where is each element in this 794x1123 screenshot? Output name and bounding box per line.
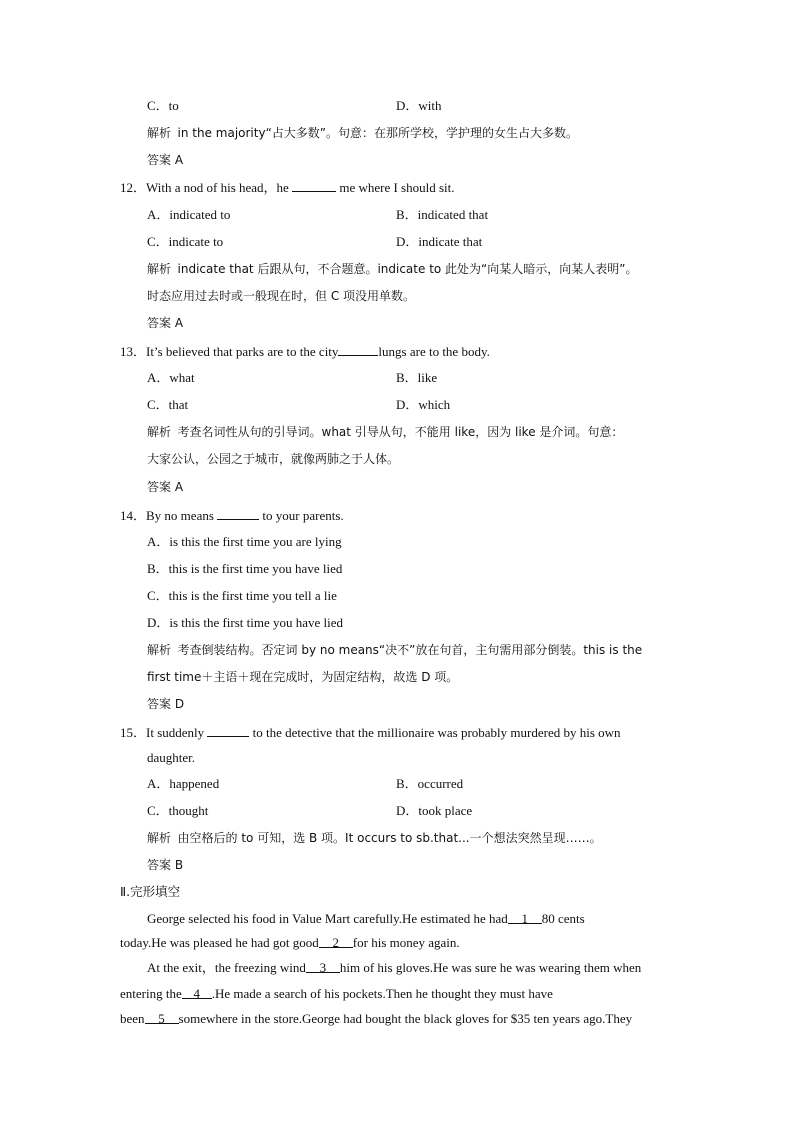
q14-option-d: D．is this the first time you have lied bbox=[147, 615, 344, 630]
analysis-label: 解析 bbox=[147, 425, 172, 439]
q14-stem bbox=[120, 507, 344, 524]
stem-text-before: By no means bbox=[146, 508, 214, 523]
answer-blank bbox=[338, 343, 378, 356]
q11-answer: 答案 A bbox=[147, 153, 184, 167]
passage-text: entering the bbox=[120, 986, 182, 1001]
passage-text: At the exit，the freezing wind bbox=[147, 960, 306, 975]
passage-blank: 2 bbox=[319, 935, 353, 948]
q15-option-a: A．happened bbox=[147, 776, 220, 791]
passage-line bbox=[120, 1011, 632, 1027]
q15-stem-line2: daughter. bbox=[147, 750, 196, 765]
question-number: 15． bbox=[120, 725, 147, 740]
analysis-text: indicate that 后跟从句，不合题意。indicate to 此处为“向某人暗示，向某人表明”。 bbox=[177, 262, 638, 276]
q12-answer: 答案 A bbox=[147, 316, 184, 330]
q11-option-c: C．to bbox=[147, 98, 179, 113]
answer-blank bbox=[207, 724, 249, 737]
question-number: 14． bbox=[120, 508, 147, 523]
q13-option-c: C．that bbox=[147, 397, 189, 412]
q14-option-c: C．this is the first time you tell a lie bbox=[147, 588, 337, 603]
passage-line bbox=[147, 960, 641, 976]
analysis-label: 解析 bbox=[147, 126, 172, 140]
stem-text-after: to your parents. bbox=[262, 508, 344, 523]
passage-line bbox=[120, 986, 553, 1002]
q14-option-a: A．is this the first time you are lying bbox=[147, 534, 342, 549]
passage-blank: 5 bbox=[145, 1011, 179, 1024]
passage-blank: 4 bbox=[182, 986, 212, 999]
q14-analysis-line1 bbox=[147, 642, 642, 658]
q12-stem bbox=[120, 179, 455, 196]
q14-option-b: B．this is the first time you have lied bbox=[147, 561, 343, 576]
q13-answer: 答案 A bbox=[147, 480, 184, 494]
stem-text-after: to the detective that the millionaire was probably murdered by his own bbox=[252, 725, 621, 740]
passage-text: .He made a search of his pockets.Then he thought they must have bbox=[211, 986, 553, 1001]
q12-analysis-line2: 时态应用过去时或一般现在时，但 C 项没用单数。 bbox=[147, 289, 416, 303]
passage-blank: 1 bbox=[508, 911, 542, 924]
q12-option-b: B．indicated that bbox=[396, 207, 489, 222]
q13-option-a: A．what bbox=[147, 370, 195, 385]
q14-analysis-line2: first time＋主语＋现在完成时，为固定结构，故选 D 项。 bbox=[147, 670, 459, 684]
analysis-text: 考查名词性从句的引导词。what 引导从句，不能用 like，因为 like 是介词。句意： bbox=[177, 425, 624, 439]
q11-analysis bbox=[147, 125, 578, 141]
q14-answer: 答案 D bbox=[147, 697, 185, 711]
analysis-label: 解析 bbox=[147, 831, 172, 845]
section-heading-cloze: Ⅱ.完形填空 bbox=[120, 884, 181, 899]
passage-text: him of his gloves.He was sure he was wearing them when bbox=[339, 960, 642, 975]
q13-analysis-line2: 大家公认，公园之于城市，就像两肺之于人体。 bbox=[147, 452, 400, 466]
answer-blank bbox=[292, 179, 336, 192]
passage-line bbox=[120, 935, 460, 951]
passage-line bbox=[147, 911, 675, 927]
q13-option-d: D．which bbox=[396, 397, 451, 412]
analysis-label: 解析 bbox=[147, 262, 172, 276]
analysis-text: 考查倒装结构。否定词 by no means“决不”放在句首，主句需用部分倒装。this is the bbox=[177, 643, 643, 657]
question-number: 12． bbox=[120, 180, 147, 195]
q15-option-b: B．occurred bbox=[396, 776, 464, 791]
q15-option-d: D．took place bbox=[396, 803, 473, 818]
passage-text: 80 cents bbox=[541, 911, 585, 926]
analysis-text: 由空格后的 to 可知，选 B 项。It occurs to sb.that...一个想法突然呈现……。 bbox=[177, 831, 602, 845]
passage-text: George selected his food in Value Mart carefully.He estimated he had bbox=[147, 911, 508, 926]
passage-text: somewhere in the store.George had bought the black gloves for $35 ten years ago.They bbox=[178, 1011, 633, 1026]
q15-option-c: C．thought bbox=[147, 803, 209, 818]
q12-option-c: C．indicate to bbox=[147, 234, 224, 249]
q12-option-a: A．indicated to bbox=[147, 207, 231, 222]
analysis-label: 解析 bbox=[147, 643, 172, 657]
q13-stem bbox=[120, 343, 490, 360]
q13-analysis-line1 bbox=[147, 424, 623, 440]
analysis-text: in the majority“占大多数”。句意：在那所学校，学护理的女生占大多数。 bbox=[177, 126, 579, 140]
passage-blank: 3 bbox=[306, 960, 340, 973]
stem-text-after: lungs are to the body. bbox=[378, 344, 490, 359]
q12-option-d: D．indicate that bbox=[396, 234, 483, 249]
answer-blank bbox=[217, 507, 259, 520]
passage-text: for his money again. bbox=[352, 935, 460, 950]
q13-option-b: B．like bbox=[396, 370, 438, 385]
passage-text: been bbox=[120, 1011, 145, 1026]
stem-text-before: With a nod of his head，he bbox=[146, 180, 289, 195]
stem-text-after: me where I should sit. bbox=[339, 180, 455, 195]
q15-answer: 答案 B bbox=[147, 858, 184, 872]
passage-text: today.He was pleased he had got good bbox=[120, 935, 319, 950]
q11-option-d: D．with bbox=[396, 98, 442, 113]
question-number: 13． bbox=[120, 344, 147, 359]
q15-stem bbox=[120, 724, 621, 741]
q12-analysis-line1 bbox=[147, 261, 638, 277]
q15-analysis bbox=[147, 830, 602, 846]
stem-text-before: It suddenly bbox=[146, 725, 205, 740]
stem-text-before: It’s believed that parks are to the city bbox=[146, 344, 339, 359]
